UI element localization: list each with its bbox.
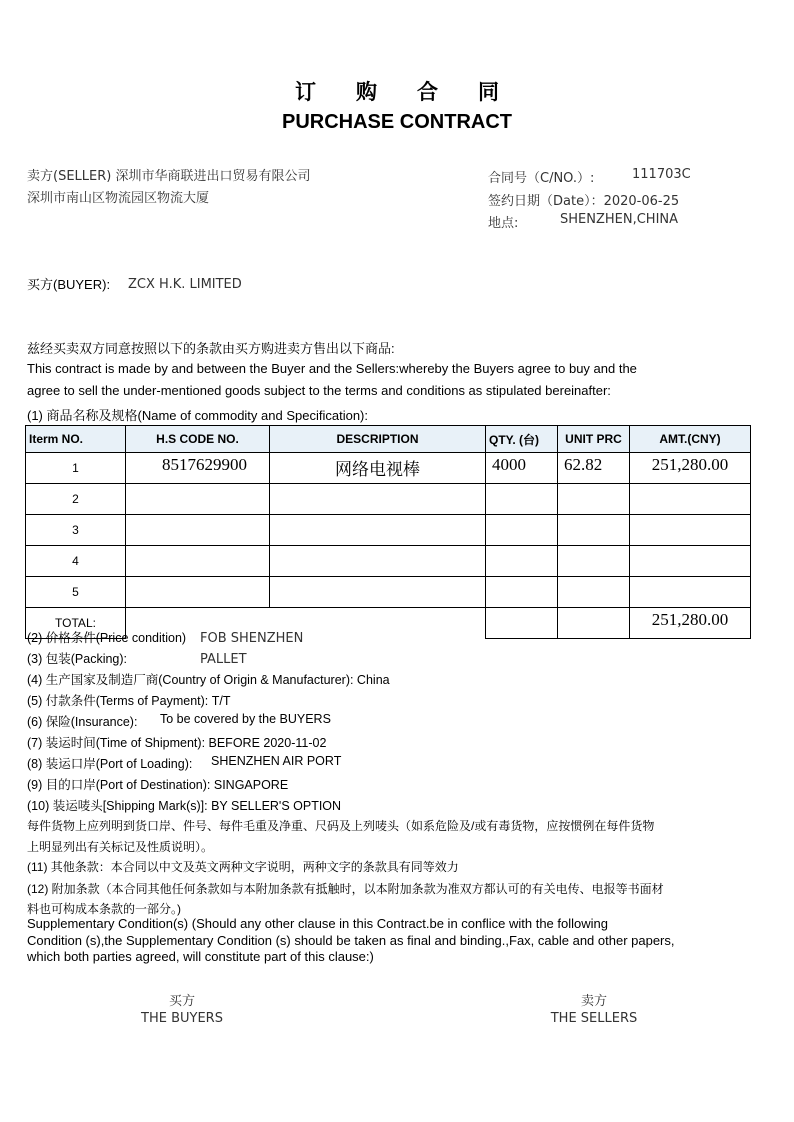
place-label: 地点: — [488, 216, 519, 231]
supplementary-3: which both parties agreed, will constitute part of this clause:) — [27, 949, 374, 964]
term-origin: (4) 生产国家及制造厂商(Country of Origin & Manufacturer): China — [27, 673, 390, 687]
cell-description — [270, 484, 486, 515]
header-unit-price: UNIT PRC — [558, 426, 630, 453]
cell-unit-price — [558, 577, 630, 608]
seller-address: 深圳市南山区物流园区物流大厦 — [27, 191, 210, 206]
title-chinese: 订购合同 — [295, 81, 539, 104]
items-table — [25, 425, 751, 639]
term-insurance-label: (6) 保险(Insurance): — [27, 715, 138, 729]
intro-english-2: agree to sell the under-mentioned goods subject to the terms and conditions as stipulated bereinafter: — [27, 383, 611, 398]
header-description: DESCRIPTION — [270, 426, 486, 453]
table-row — [26, 577, 751, 608]
cell-item-no: 3 — [26, 515, 126, 546]
term-shipping-mark-note-1: 每件货物上应列明到货口岸、件号、每件毛重及净重、尺码及上列唛头（如系危险及/或有毒货物，应按惯例在每件货物 — [27, 819, 655, 833]
term-price-label: (2) 价格条件(Price condition) — [27, 631, 187, 645]
cell-hs-code — [126, 484, 270, 515]
cell-unit-price — [558, 546, 630, 577]
cell-item-no: 1 — [26, 453, 126, 484]
cell-qty — [486, 546, 558, 577]
cell-amount — [630, 546, 751, 577]
supplementary-1: Supplementary Condition(s) (Should any other clause in this Contract.be in conflice with the following — [27, 916, 608, 931]
table-row — [26, 515, 751, 546]
term-packing-label: (3) 包装(Packing): — [27, 652, 128, 666]
seller-signature-en: THE SELLERS — [550, 1011, 638, 1026]
cell-hs-code — [126, 577, 270, 608]
cell-description: 网络电视棒 — [270, 453, 486, 484]
total-label: TOTAL: — [26, 608, 126, 639]
term-shipment-time: (7) 装运时间(Time of Shipment): BEFORE 2020-11-02 — [27, 736, 327, 750]
cell-qty — [486, 515, 558, 546]
term-additional-1: (12) 附加条款（本合同其他任何条款如与本附加条款有抵触时，以本附加条款为准双方都认可的有关电传、电报等书面材 — [27, 882, 664, 896]
title-english: PURCHASE CONTRACT — [282, 111, 512, 133]
term-insurance-value: To be covered by the BUYERS — [160, 712, 331, 726]
cell-unit-price: 62.82 — [558, 453, 630, 484]
contract-no-label: 合同号（C/NO.）: — [488, 171, 595, 186]
sign-date-line — [488, 190, 679, 209]
cell-hs-code: 8517629900 — [126, 453, 270, 484]
cell-item-no: 5 — [26, 577, 126, 608]
cell-unit-price — [558, 515, 630, 546]
term-other: (11) 其他条款：本合同以中文及英文两种文字说明，两种文字的条款具有同等效力 — [27, 860, 459, 874]
cell-qty — [486, 484, 558, 515]
sign-date-value: 2020-06-25 — [603, 194, 680, 209]
cell-unit-price — [558, 484, 630, 515]
table-row — [26, 453, 751, 484]
term-destination: (9) 目的口岸(Port of Destination): SINGAPORE — [27, 778, 289, 792]
table-row — [26, 484, 751, 515]
term-packing-value: PALLET — [200, 652, 247, 667]
cell-amount — [630, 577, 751, 608]
term-payment: (5) 付款条件(Terms of Payment): T/T — [27, 694, 231, 708]
buyer-label: 买方(BUYER): — [27, 277, 111, 292]
seller-label: 卖方(SELLER) — [27, 169, 112, 184]
intro-english-1: This contract is made by and between the Buyer and the Sellers:whereby the Buyers agree to buy and the — [27, 361, 637, 376]
total-qty-blank — [486, 608, 558, 639]
header-hs-code: H.S CODE NO. — [126, 426, 270, 453]
commodity-heading: (1) 商品名称及规格(Name of commodity and Specification): — [27, 408, 368, 423]
cell-amount — [630, 515, 751, 546]
buyer-name: ZCX H.K. LIMITED — [128, 277, 242, 292]
buyer-signature-cn: 买方 — [168, 994, 195, 1009]
term-shipping-mark: (10) 装运唛头[Shipping Mark(s)]: BY SELLER'S OPTION — [27, 799, 342, 813]
place-value: SHENZHEN,CHINA — [560, 212, 679, 227]
cell-description — [270, 546, 486, 577]
cell-description — [270, 515, 486, 546]
table-header-row — [26, 426, 751, 453]
term-loading-label: (8) 装运口岸(Port of Loading): — [27, 757, 193, 771]
seller-signature-cn: 卖方 — [580, 994, 607, 1009]
total-unit-blank — [558, 608, 630, 639]
sign-date-label: 签约日期（Date）： — [488, 194, 604, 209]
header-amount: AMT.(CNY) — [630, 426, 751, 453]
cell-item-no: 4 — [26, 546, 126, 577]
seller-name: 深圳市华商联进出口贸易有限公司 — [115, 169, 311, 184]
cell-hs-code — [126, 546, 270, 577]
cell-description — [270, 577, 486, 608]
term-shipping-mark-note-2: 上明显列出有关标记及性质说明）。 — [27, 840, 214, 854]
table-row — [26, 546, 751, 577]
term-additional-2: 料也可构成本条款的一部分。) — [27, 902, 181, 916]
cell-qty: 4000 — [486, 453, 558, 484]
header-item-no: Iterm NO. — [26, 426, 126, 453]
cell-hs-code — [126, 515, 270, 546]
seller-line — [27, 165, 311, 184]
cell-amount — [630, 484, 751, 515]
cell-qty — [486, 577, 558, 608]
contract-no-value: 111703C — [632, 167, 691, 182]
term-loading-value: SHENZHEN AIR PORT — [211, 754, 342, 768]
cell-amount: 251,280.00 — [630, 453, 751, 484]
buyer-signature-en: THE BUYERS — [141, 1011, 223, 1026]
supplementary-2: Condition (s),the Supplementary Condition (s) should be taken as final and binding.,Fax, cable and other papers, — [27, 933, 675, 948]
cell-item-no: 2 — [26, 484, 126, 515]
intro-chinese: 兹经买卖双方同意按照以下的条款由买方购进卖方售出以下商品: — [27, 341, 395, 356]
header-qty: QTY. (台) — [486, 426, 558, 453]
term-price-value: FOB SHENZHEN — [200, 631, 304, 646]
total-amount: 251,280.00 — [630, 608, 751, 639]
